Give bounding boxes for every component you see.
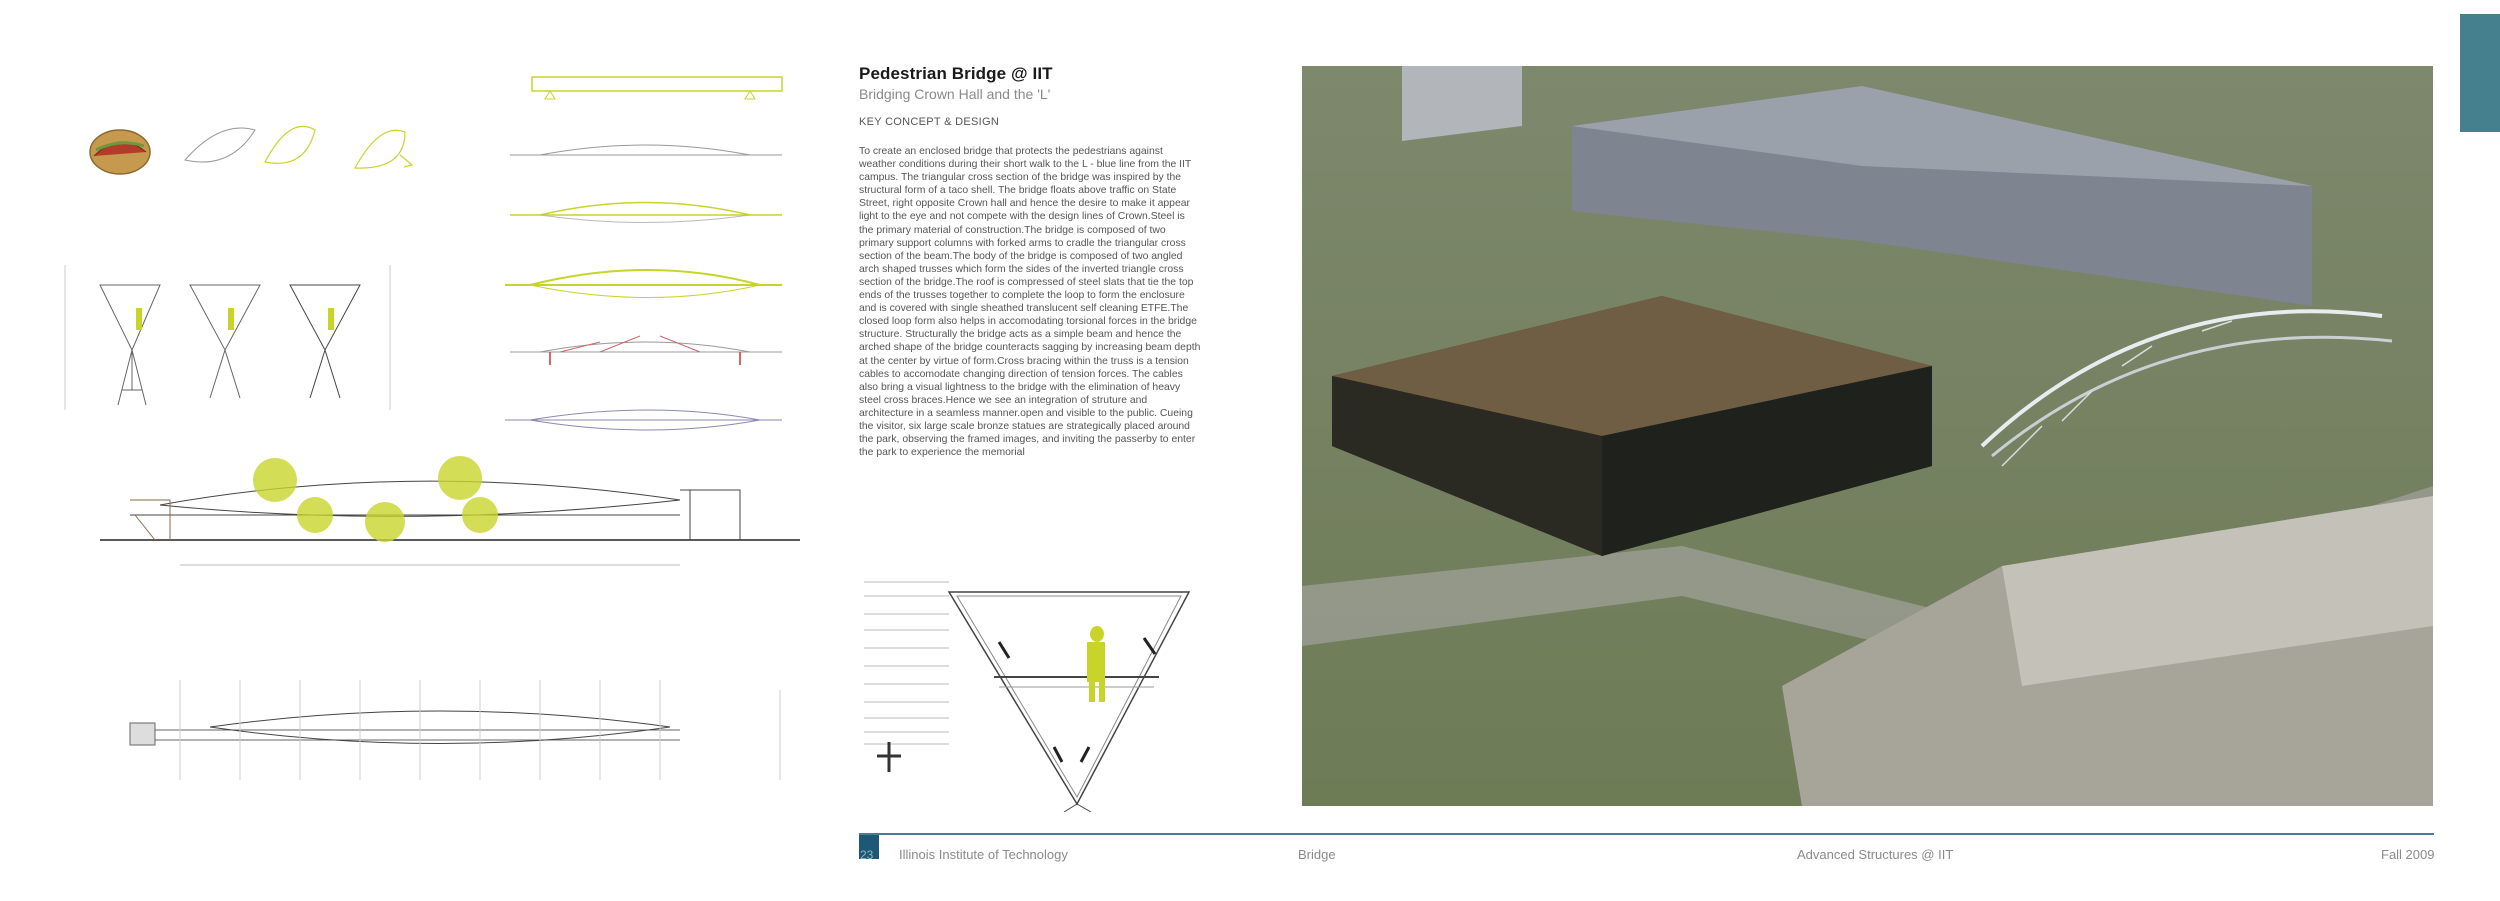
- bridge-plan-drawing: [130, 680, 780, 780]
- cross-section-sketches: [65, 265, 390, 410]
- page-title: Pedestrian Bridge @ IIT: [859, 64, 1053, 83]
- section-heading: KEY CONCEPT & DESIGN: [859, 116, 1000, 128]
- footer-project: Bridge: [1298, 847, 1336, 862]
- bridge-elevation-drawing: [100, 456, 800, 565]
- cross-section-detail: [859, 572, 1199, 812]
- footer-course: Advanced Structures @ IIT: [1797, 847, 1954, 862]
- footer-term: Fall 2009: [2381, 847, 2435, 862]
- structural-diagram-stack: [505, 145, 782, 430]
- footer-institution: Illinois Institute of Technology: [899, 847, 1068, 862]
- aerial-render-image: [1302, 66, 2433, 806]
- bridge-plan-diagram: [532, 77, 782, 99]
- footer-rule: [859, 833, 2434, 835]
- page-edge-tab: [2460, 14, 2500, 132]
- page-number: 23: [860, 848, 874, 862]
- taco-sketch-sequence: [90, 126, 412, 174]
- page-subtitle: Bridging Crown Hall and the 'L': [859, 86, 1051, 102]
- bridge-drawings: [60, 60, 800, 820]
- concept-paragraph: To create an enclosed bridge that protects the pedestrians against weather conditions during their short walk to the L - blue line from the IIT campus. The triangular cross section of the bridge was inspired by the structural form of a taco shell. The bridge floats above traffic on State Street, right opposite Crown hall and hence the desire to make it appear light to the eye and not compete with the design lines of Crown.Steel is the primary material of construction.The bridge is composed of two primary support columns with forked arms to cradle the triangular cross section of the beam.The body of the bridge is composed of two angled arch shaped trusses which form the sides of the inverted triangle cross section of the bridge.The roof is compressed of steel slats that tie the top ends of the trusses together to complete the loop to form the enclosure and is covered with single sheathed translucent self cleaning ETFE.The closed loop form also helps in accomodating torsional forces in the bridge structure. Structurally the bridge acts as a simple beam and hence the arched shape of the bridge counteracts sagging by increasing beam depth at the center by virtue of form.Cross bracing within the truss is a tension cables to accomodate changing direction of tension forces. The cables also bring a visual lightness to the bridge with the elimination of heavy steel cross braces.Hence we see an integration of struture and architecture in a seamless manner.open and visible to the public. Cueing the visitor, six large scale bronze statues are strategically placed around the park, observing the framed images, and inviting the passerby to enter the park to experience the memorial: [859, 146, 1201, 459]
